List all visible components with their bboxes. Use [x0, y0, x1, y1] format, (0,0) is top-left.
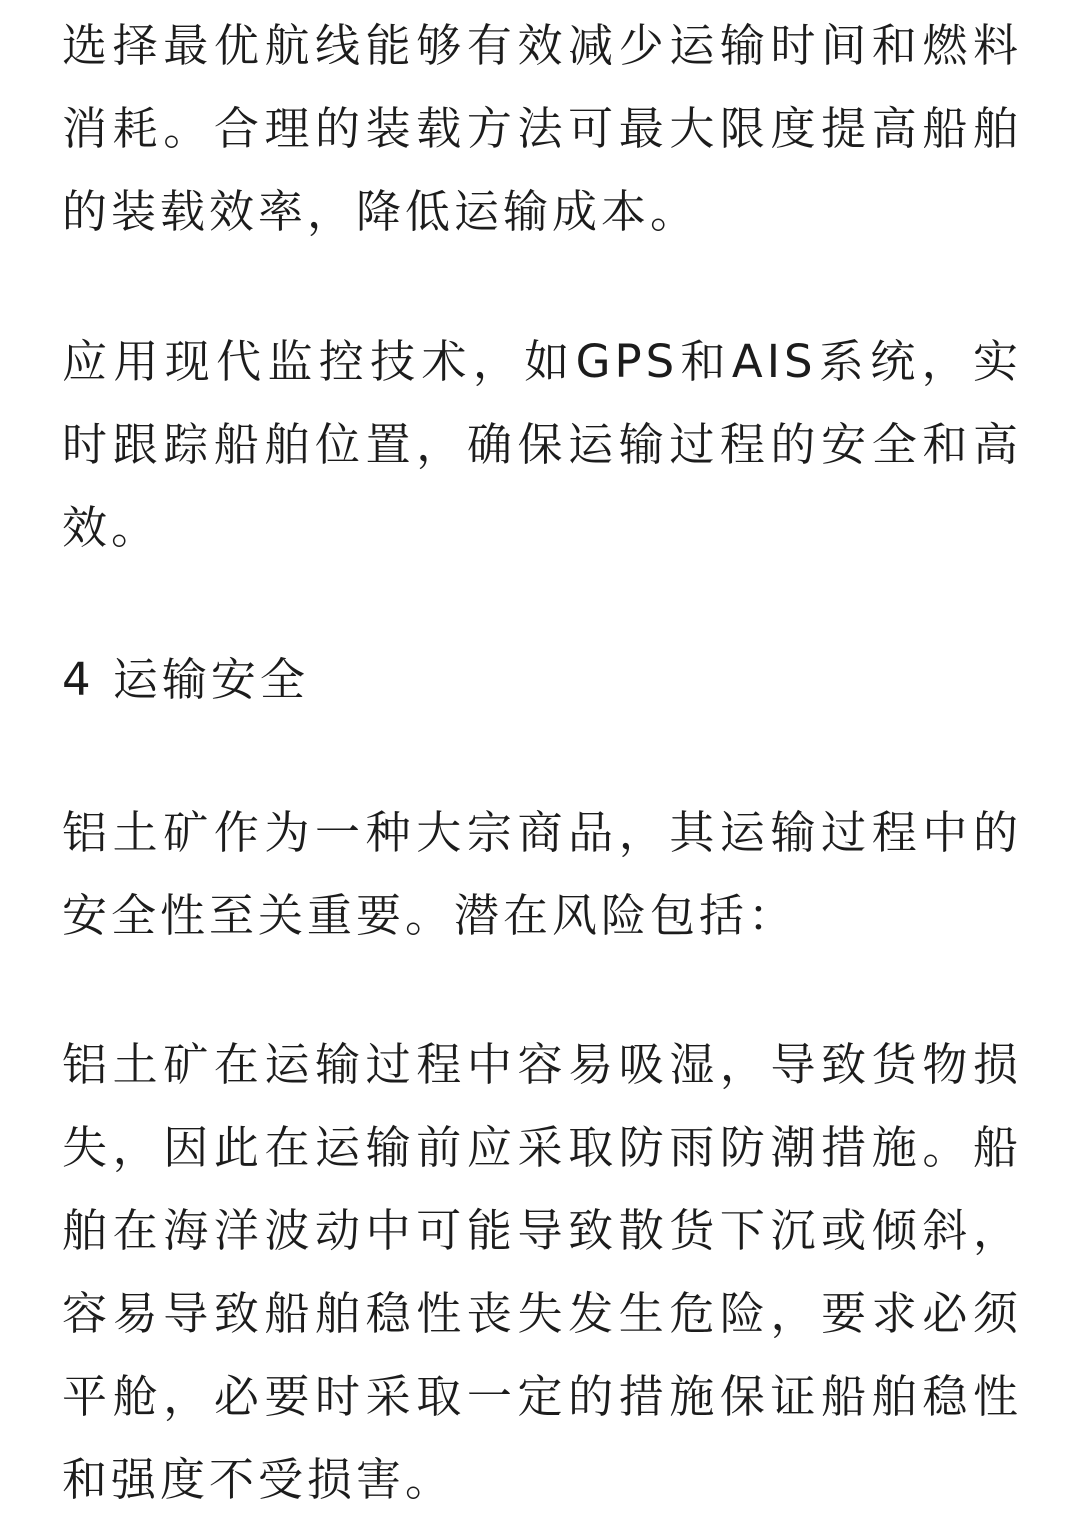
paragraph-safety-risks: 铝土矿在运输过程中容易吸湿，导致货物损失，因此在运输前应采取防雨防潮措施。船舶在海洋波动中可能导致散货下沉或倾斜，容易导致船舶稳性丧失发生危险，要求必须平舱，必要时采取一定的措施保证船舶稳性和强度不受损害。 — [62, 1038, 1022, 1506]
section-heading: 4 运输安全 — [62, 653, 309, 706]
paragraph-route-loading: 选择最优航线能够有效减少运输时间和燃料消耗。合理的装载方法可最大限度提高船舶的装载效率，降低运输成本。 — [62, 19, 1022, 238]
paragraph-safety-intro: 铝土矿作为一种大宗商品，其运输过程中的安全性至关重要。潜在风险包括： — [62, 806, 1022, 942]
paragraph-monitoring: 应用现代监控技术，如GPS和AIS系统，实时跟踪船舶位置，确保运输过程的安全和高效。 — [62, 335, 1022, 554]
